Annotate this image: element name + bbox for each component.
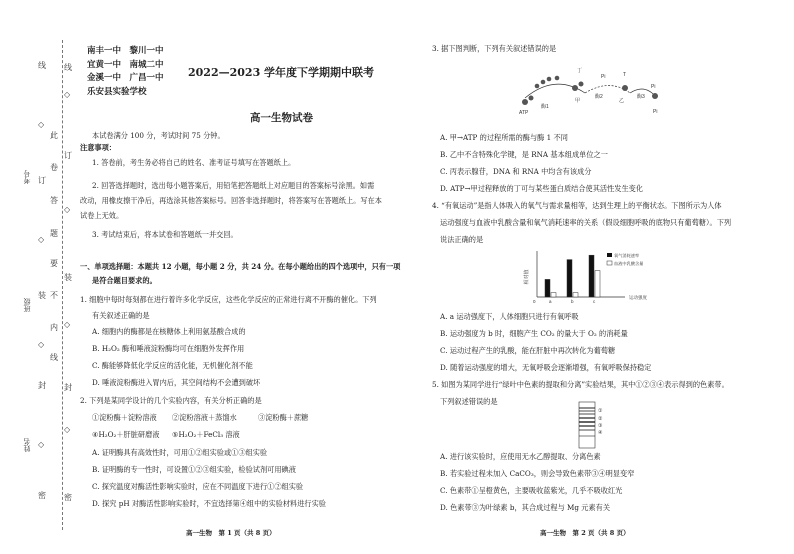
q2-stem: 2. 下列是某同学设计的几个实验内容，有关分析正确的是 — [80, 396, 262, 405]
label-yi: 乙 — [619, 98, 625, 104]
q4-option-a: A. a 运动强度下，人体细胞只进行有氧呼吸 — [440, 312, 579, 321]
q2-option-b: B. 证明酶的专一性时，可设置①②③组实验，检验试剂可用碘液 — [92, 465, 296, 474]
legend-swatch-lactate — [607, 261, 612, 265]
legend-label-lactate: 血液中乳酸含量 — [614, 261, 644, 266]
bar-lactate-c — [595, 271, 600, 297]
q5-stem-cont: 下列叙述错误的是 — [440, 397, 498, 406]
band-label: ③ — [598, 423, 603, 429]
binding-char: 装 — [64, 273, 72, 282]
molecule-circle — [522, 99, 528, 105]
school-line: 乐安县实验学校 — [87, 86, 147, 97]
diamond-icon: ◇ — [38, 440, 45, 449]
q4-stem-cont: 运动强度与血液中乳酸含量和氧气消耗速率的关系（假设细胞呼吸的底物只有葡萄糖）。下列 — [440, 218, 732, 227]
molecule-circle — [541, 80, 546, 85]
molecule-circle — [652, 93, 658, 99]
q4-option-d: D. 随着运动强度的增大，无氧呼吸会逐渐增强，有氧呼吸保持稳定 — [440, 363, 652, 372]
label-atp: ATP — [519, 110, 529, 116]
atp-cycle-diagram — [515, 58, 665, 118]
binding-char: 订 — [38, 176, 46, 185]
school-line: 宜黄一中 南城二中 — [87, 59, 164, 70]
molecule-circle — [547, 77, 552, 82]
q3-option-c: C. 丙表示腺苷，DNA 和 RNA 中均含有该成分 — [440, 167, 592, 176]
school-line: 南丰一中 黎川一中 — [87, 46, 164, 56]
exam-number-label: 考号 — [23, 170, 31, 184]
binding-char: 封 — [64, 383, 72, 392]
q4-stem-cont: 说法正确的是 — [440, 235, 484, 244]
bar-oxygen-b — [567, 260, 572, 297]
note-line: 3. 考试结束后，将本试卷和答题纸一并交回。 — [92, 230, 238, 239]
label-enzyme1: 酶1 — [541, 104, 549, 110]
pigment-band-strip — [573, 400, 617, 452]
q3-option-a: A. 甲→ATP 的过程所需的酶与酶 1 不同 — [440, 133, 568, 142]
q4-option-b: B. 运动强度为 b 时，细胞产生 CO₂ 的量大于 O₂ 的消耗量 — [440, 329, 628, 338]
label-pi: Pi — [601, 74, 606, 80]
page1-footer: 高一生物 第 1 页（共 8 页） — [186, 529, 276, 537]
legend-label-oxygen: 氧气消耗速率 — [614, 253, 640, 258]
legend-swatch-oxygen — [607, 253, 612, 257]
section-heading: 一、单项选择题：本题共 12 小题，每小题 2 分，共 24 分。在每小题给出的四个选项中，只有一项 — [80, 262, 401, 271]
q2-item: ③淀粉酶＋蔗糖 — [258, 413, 309, 422]
q1-option-b: B. H₂O₂ 酶和唾液淀粉酶均可在细胞外发挥作用 — [92, 344, 245, 353]
q2-item: ②淀粉溶液＋蒸馏水 — [172, 413, 237, 422]
bar-lactate-b — [573, 293, 578, 297]
q4-stem: 4. “有氧运动”是指人体吸入的氧气与需求量相等，达到生理上的平衡状态。下图所示为人体 — [432, 201, 722, 210]
q1-stem: 1. 细胞中每时每刻都在进行着许多化学反应，这些化学反应的正常进行离不开酶的催化。下列 — [80, 295, 377, 304]
x-axis-label: 运动强度 — [629, 295, 647, 300]
note-line: 改动，用橡皮擦干净后，再选涂其他答案标号。回答非选择题时，将答案写在答题纸上。写在本 — [80, 196, 382, 205]
q5-option-d: D. 色素带③为叶绿素 b，其合成过程与 Mg 元素有关 — [440, 503, 611, 512]
bar-oxygen-c — [589, 255, 594, 297]
x-tick-label: a — [549, 299, 552, 304]
diamond-icon: ◇ — [64, 320, 71, 329]
q1-option-c: C. 酶能够降低化学反应的活化能，无机催化剂不能 — [92, 361, 253, 370]
label-jia: 甲 — [575, 98, 581, 104]
molecule-circle — [622, 85, 628, 91]
q2-option-a: A. 证明酶具有高效性时，可用①②组实验或①③组实验 — [92, 448, 268, 457]
band-label: ② — [598, 416, 603, 422]
q5-option-b: B. 若实验过程未加入 CaCO₃，则会导致色素带③④明显变窄 — [440, 469, 635, 478]
binding-char: 装 — [38, 291, 46, 300]
school-list — [87, 45, 164, 99]
bar-lactate-a — [551, 293, 556, 297]
q4-option-c: C. 运动过程产生的乳酸，能在肝脏中再次转化为葡萄糖 — [440, 346, 616, 355]
q2-item: ①淀粉酶＋淀粉溶液 — [92, 413, 157, 422]
q1-stem-cont: 有关叙述正确的是 — [92, 311, 150, 320]
molecule-circle — [555, 76, 560, 81]
q3-option-d: D. ATP→甲过程释放的丁可与某些蛋白质结合使其活性发生变化 — [440, 184, 644, 193]
q4-bar-chart — [524, 247, 647, 305]
molecule-circle — [579, 82, 584, 87]
x-tick-label: b — [571, 299, 574, 304]
q5-option-c: C. 色素带①呈橙黄色，主要吸收蓝紫光，几乎不吸收红光 — [440, 486, 623, 495]
label-enzyme3: 酶3 — [637, 94, 645, 100]
band-label: ④ — [598, 430, 603, 436]
q2-item: ⑤H₂O₂＋FeCl₃ 溶液 — [172, 430, 240, 439]
diamond-icon: ◇ — [38, 340, 45, 349]
binding-dashed-line — [62, 40, 63, 530]
school-line: 金溪一中 广昌一中 — [87, 73, 164, 83]
molecule-circle — [529, 96, 534, 101]
q2-option-c: C. 探究温度对酶活性影响实验时，应在不同温度下进行①②组实验 — [92, 482, 304, 491]
q5-stem: 5. 如图为某同学进行“绿叶中色素的提取和分离”实验结果，其中①②③④表示得到的色素带。 — [432, 380, 729, 389]
name-label: 姓名 — [23, 438, 31, 452]
binding-char: 密 — [64, 493, 72, 502]
label-enzyme2: 酶2 — [595, 94, 603, 100]
exam-title: 2022—2023 学年度下学期期中联考 — [188, 66, 375, 79]
section-heading-cont: 是符合题目要求的。 — [92, 276, 157, 285]
label-ding: 丁 — [577, 68, 583, 74]
diamond-icon: ◇ — [38, 120, 45, 129]
bar-oxygen-a — [545, 279, 550, 297]
note-line: 试卷上无效。 — [80, 211, 124, 220]
x-tick-label: c — [593, 299, 596, 304]
label-pi: Pi — [651, 84, 656, 90]
class-label: 班级 — [23, 298, 31, 312]
origin-label: 0 — [533, 299, 536, 304]
molecule-circle — [572, 85, 578, 91]
chart-legend — [607, 252, 643, 267]
notes-title: 注意事项： — [80, 143, 116, 152]
q5-option-a: A. 进行该实验时，应使用无水乙醇提取、分离色素 — [440, 452, 601, 461]
q1-option-d: D. 唾液淀粉酶进入胃内后，其空间结构不会遭到破坏 — [92, 378, 261, 387]
paper-subtitle: 高一生物试卷 — [250, 112, 313, 124]
note-line: 1. 答卷前，考生务必将自己的姓名、准考证号填写在答题纸上。 — [92, 158, 296, 167]
q2-item: ④H₂O₂＋肝脏研磨液 — [92, 430, 160, 439]
band-label: ① — [598, 408, 603, 414]
y-axis-label: 相对值 — [524, 269, 530, 285]
diamond-icon: ◇ — [64, 425, 71, 434]
diamond-icon: ◇ — [64, 205, 71, 214]
exam-intro: 本试卷满分 100 分，考试时间 75 分钟。 — [92, 131, 225, 140]
molecule-circle — [535, 84, 540, 89]
page2-footer: 高一生物 第 2 页（共 8 页） — [540, 529, 630, 537]
diamond-icon: ◇ — [38, 235, 45, 244]
q1-option-a: A. 细胞内的酶都是在核糖体上利用氨基酸合成的 — [92, 327, 246, 336]
q3-option-b: B. 乙中不含特殊化学键，是 RNA 基本组成单位之一 — [440, 150, 608, 159]
q2-option-d: D. 探究 pH 对酶活性影响实验时，不宜选择第④组中的实验材料进行实验 — [92, 499, 326, 508]
binding-char: 订 — [64, 151, 72, 160]
q3-stem: 3. 据下图判断，下列有关叙述错误的是 — [432, 44, 557, 53]
binding-char: 线 — [64, 63, 72, 72]
label-pi: Pi — [653, 109, 658, 115]
label-t: T — [623, 72, 627, 78]
filter-paper — [579, 402, 595, 448]
note-line: 2. 回答选择题时，选出每小题答案后，用铅笔把答题纸上对应题目的答案标号涂黑。如需 — [92, 181, 375, 190]
diamond-icon: ◇ — [64, 90, 71, 99]
binding-char: 密 — [38, 491, 46, 500]
binding-char: 线 — [38, 61, 46, 70]
binding-char: 封 — [38, 381, 46, 390]
